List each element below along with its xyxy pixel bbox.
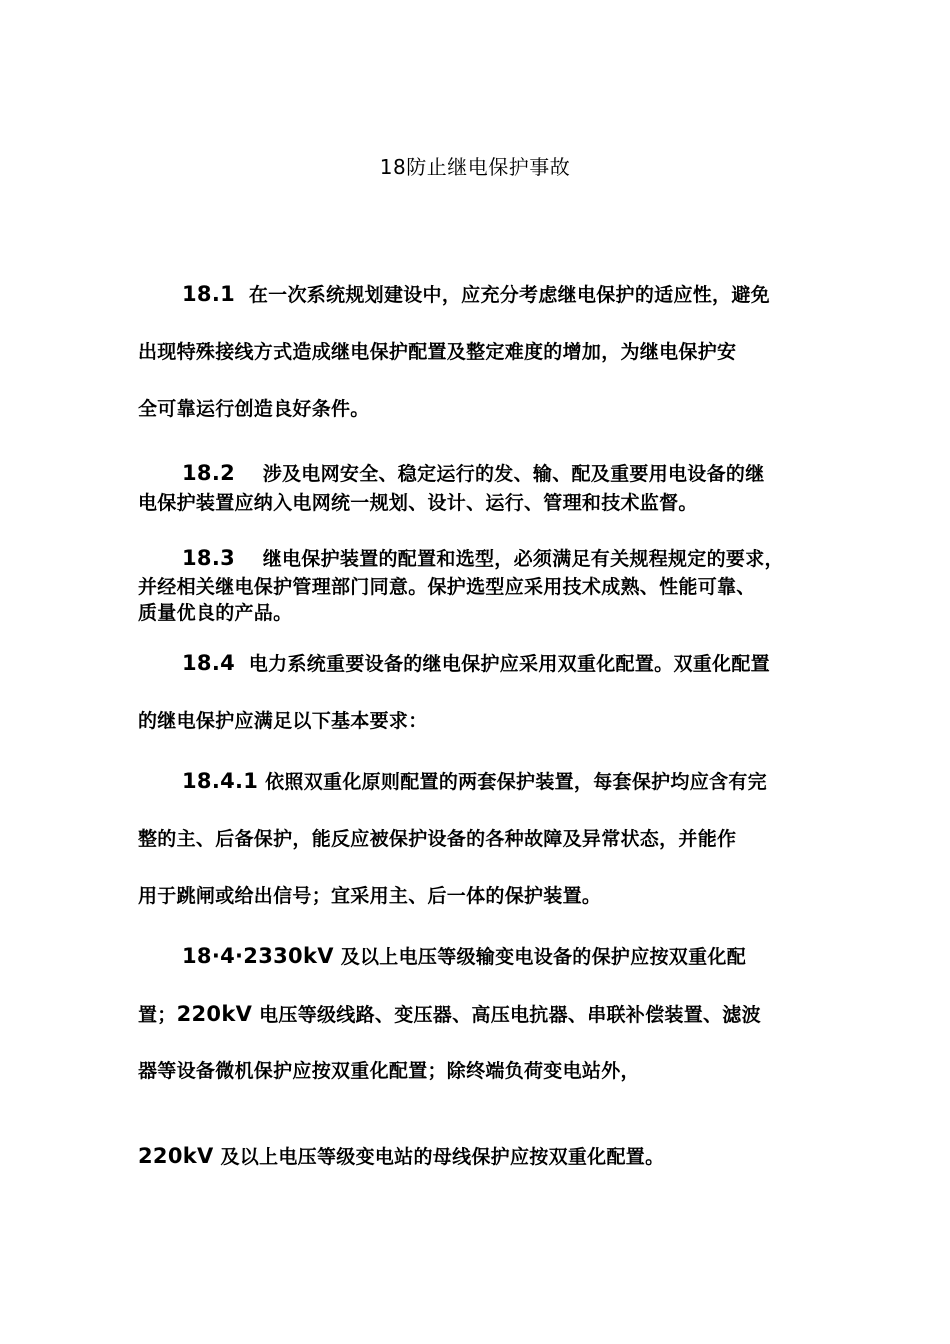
paragraph-text: 依照双重化原则配置的两套保护装置，每套保护均应含有完 — [265, 771, 767, 793]
paragraph-number: 18.3 — [182, 546, 236, 570]
paragraph-18-1-line-3: 全可靠运行创造良好条件。 — [138, 398, 370, 420]
paragraph-text: 电力系统重要设备的继电保护应采用双重化配置。双重化配置 — [248, 653, 770, 675]
paragraph-text: 涉及电网安全、稳定运行的发、输、配及重要用电设备的继 — [262, 463, 765, 485]
paragraph-18-3-line-2: 并经相关继电保护管理部门同意。保护选型应采用技术成熟、性能可靠、 — [138, 576, 756, 598]
paragraph-18-1-line-1 — [182, 281, 770, 308]
paragraph-text: 置； — [138, 1004, 177, 1026]
paragraph-18-4-2-line-3: 器等设备微机保护应按双重化配置；除终端负荷变电站外， — [138, 1060, 640, 1082]
paragraph-18-4-line-2: 的继电保护应满足以下基本要求： — [138, 710, 428, 732]
paragraph-18-4-1-line-2: 整的主、后备保护，能反应被保护设备的各种故障及异常状态，并能作 — [138, 828, 737, 850]
paragraph-18-4-2-line-2 — [138, 1001, 761, 1028]
paragraph-text: 及以上电压等级输变电设备的保护应按双重化配 — [340, 946, 746, 968]
paragraph-text: 继电保护装置的配置和选型，必须满足有关规程规定的要求， — [262, 548, 784, 570]
paragraph-18-4-2-line-1 — [182, 943, 746, 970]
document-title: 18防止继电保护事故 — [379, 155, 571, 179]
voltage-label: 220kV — [176, 1002, 253, 1026]
paragraph-18-4-1-line-1 — [182, 768, 767, 795]
paragraph-18-4-line-1 — [182, 650, 770, 677]
paragraph-18-3-line-1 — [182, 545, 784, 572]
paragraph-18-3-line-3: 质量优良的产品。 — [138, 602, 293, 624]
paragraph-text: 及以上电压等级变电站的母线保护应按双重化配置。 — [220, 1146, 665, 1168]
paragraph-number: 18.4 — [182, 651, 236, 675]
paragraph-18-2-line-1 — [182, 460, 765, 487]
paragraph-text: 在一次系统规划建设中，应充分考虑继电保护的适应性，避免 — [248, 284, 770, 306]
paragraph-number: 18·4·2330kV — [182, 944, 334, 968]
paragraph-text: 电压等级线路、变压器、高压电抗器、串联补偿装置、滤波 — [259, 1004, 761, 1026]
paragraph-18-4-1-line-3: 用于跳闸或给出信号；宜采用主、后一体的保护装置。 — [138, 885, 602, 907]
paragraph-number: 18.4.1 — [182, 769, 259, 793]
paragraph-18-4-2-line-4 — [138, 1143, 664, 1170]
voltage-label: 220kV — [138, 1144, 214, 1168]
paragraph-18-1-line-2: 出现特殊接线方式造成继电保护配置及整定难度的增加，为继电保护安 — [138, 341, 737, 363]
paragraph-18-2-line-2: 电保护装置应纳入电网统一规划、设计、运行、管理和技术监督。 — [138, 492, 698, 514]
paragraph-number: 18.2 — [182, 461, 236, 485]
paragraph-number: 18.1 — [182, 282, 236, 306]
